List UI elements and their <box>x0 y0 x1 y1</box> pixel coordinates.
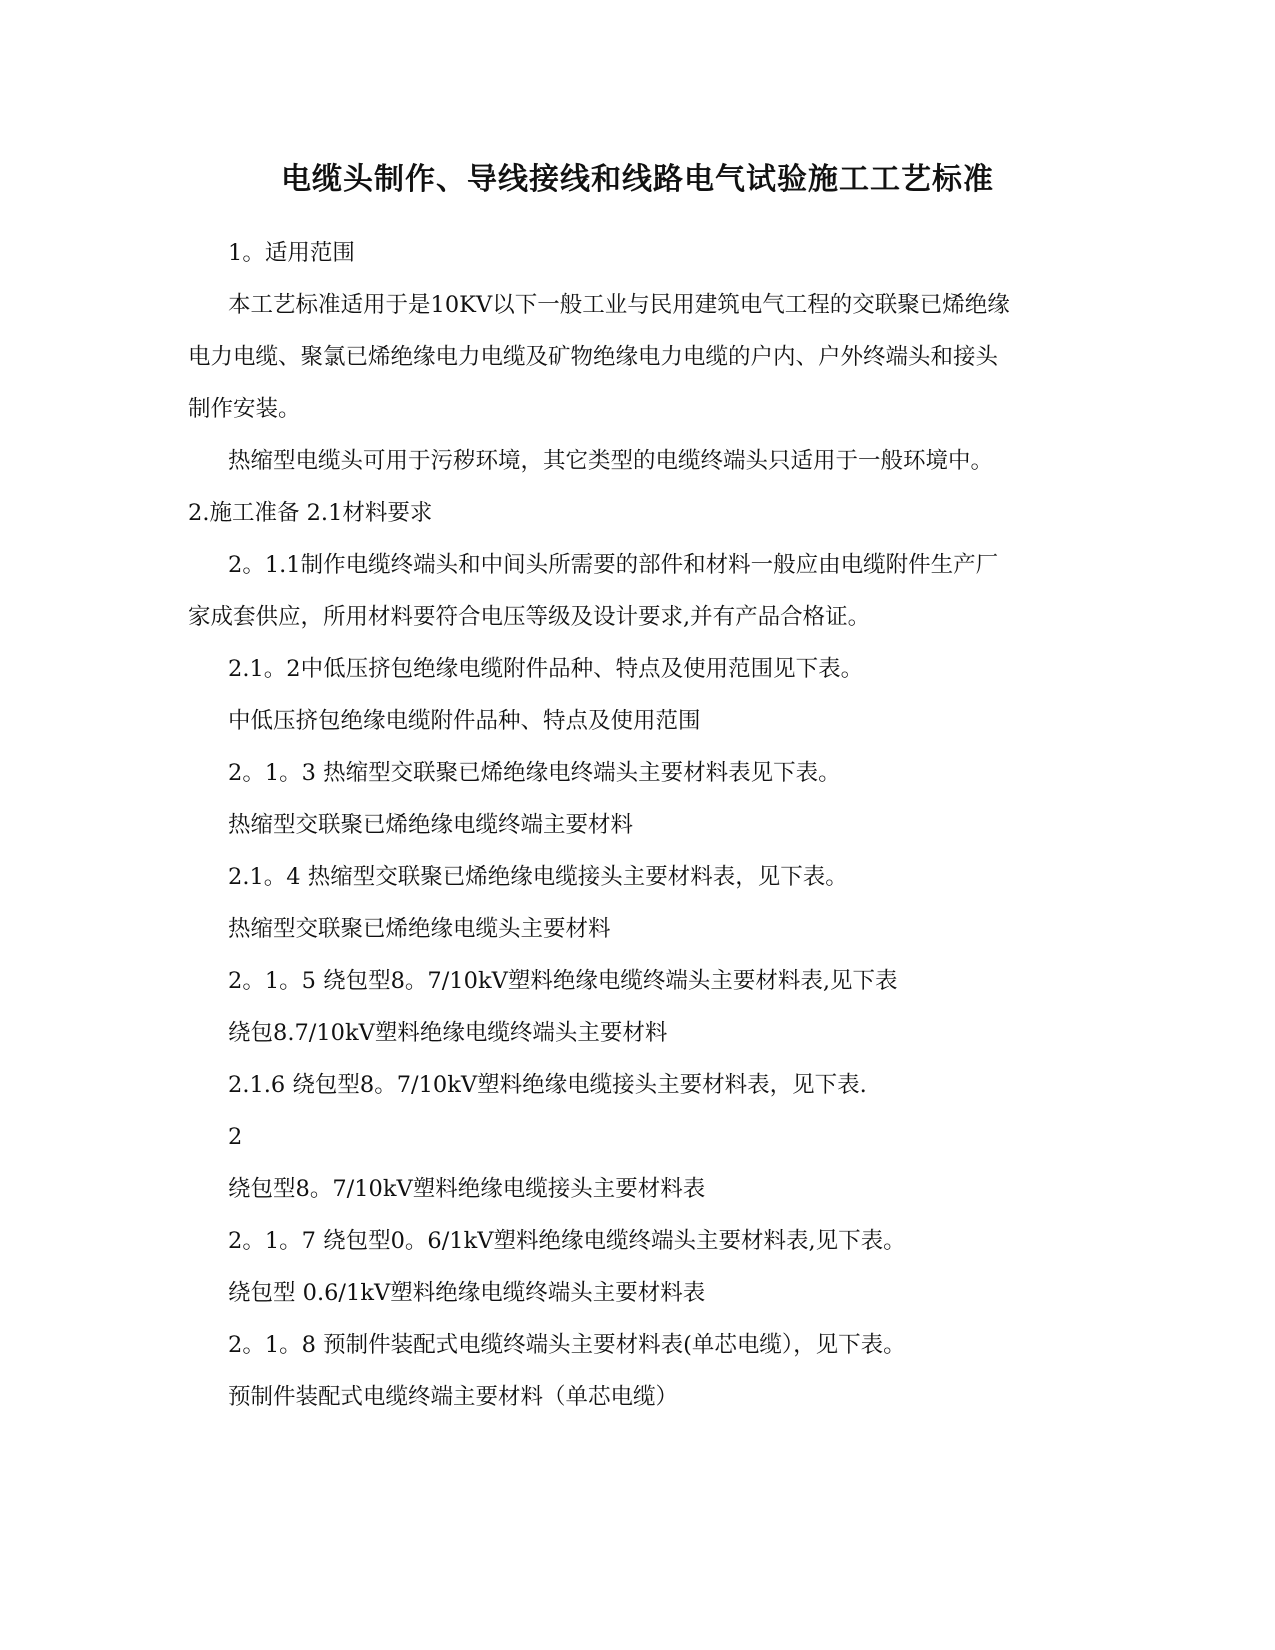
table-caption: 预制件装配式电缆终端主要材料（单芯电缆） <box>228 1384 679 1410</box>
paragraph-line: 电力电缆、聚氯已烯绝缘电力电缆及矿物绝缘电力电缆的户内、户外终端头和接头 <box>188 344 999 370</box>
paragraph-line: 2.1.6 绕包型8。7/10kV塑料绝缘电缆接头主要材料表，见下表. <box>228 1072 867 1098</box>
document-title: 电缆头制作、导线接线和线路电气试验施工工艺标准 <box>281 162 994 197</box>
paragraph-line: 本工艺标准适用于是10KV以下一般工业与民用建筑电气工程的交联聚已烯绝缘 <box>228 292 1010 318</box>
paragraph-line: 2。1。5 绕包型8。7/10kV塑料绝缘电缆终端头主要材料表,见下表 <box>228 968 898 994</box>
section-heading-preparation: 2.施工准备 2.1材料要求 <box>188 500 433 526</box>
paragraph-line: 热缩型电缆头可用于污秽环境，其它类型的电缆终端头只适用于一般环境中。 <box>228 448 994 474</box>
paragraph-line: 2.1。2中低压挤包绝缘电缆附件品种、特点及使用范围见下表。 <box>228 656 864 682</box>
section-heading-scope: 1。适用范围 <box>228 240 355 266</box>
paragraph-line: 2。1。7 绕包型0。6/1kV塑料绝缘电缆终端头主要材料表,见下表。 <box>228 1228 906 1254</box>
table-caption: 绕包型8。7/10kV塑料绝缘电缆接头主要材料表 <box>228 1176 706 1202</box>
table-caption: 中低压挤包绝缘电缆附件品种、特点及使用范围 <box>228 708 701 734</box>
table-caption: 热缩型交联聚已烯绝缘电缆终端主要材料 <box>228 812 634 838</box>
table-caption: 热缩型交联聚已烯绝缘电缆头主要材料 <box>228 916 611 942</box>
table-caption: 绕包8.7/10kV塑料绝缘电缆终端头主要材料 <box>228 1020 668 1046</box>
table-caption: 绕包型 0.6/1kV塑料绝缘电缆终端头主要材料表 <box>228 1280 706 1306</box>
paragraph-line: 2。1。3 热缩型交联聚已烯绝缘电终端头主要材料表见下表。 <box>228 760 841 786</box>
paragraph-line: 制作安装。 <box>188 396 301 422</box>
paragraph-line: 家成套供应，所用材料要符合电压等级及设计要求,并有产品合格证。 <box>188 604 871 630</box>
paragraph-line: 2。1.1制作电缆终端头和中间头所需要的部件和材料一般应由电缆附件生产厂 <box>228 552 999 578</box>
page-number: 2 <box>228 1124 243 1150</box>
paragraph-line: 2.1。4 热缩型交联聚已烯绝缘电缆接头主要材料表，见下表。 <box>228 864 848 890</box>
paragraph-line: 2。1。8 预制件装配式电缆终端头主要材料表(单芯电缆），见下表。 <box>228 1332 906 1358</box>
